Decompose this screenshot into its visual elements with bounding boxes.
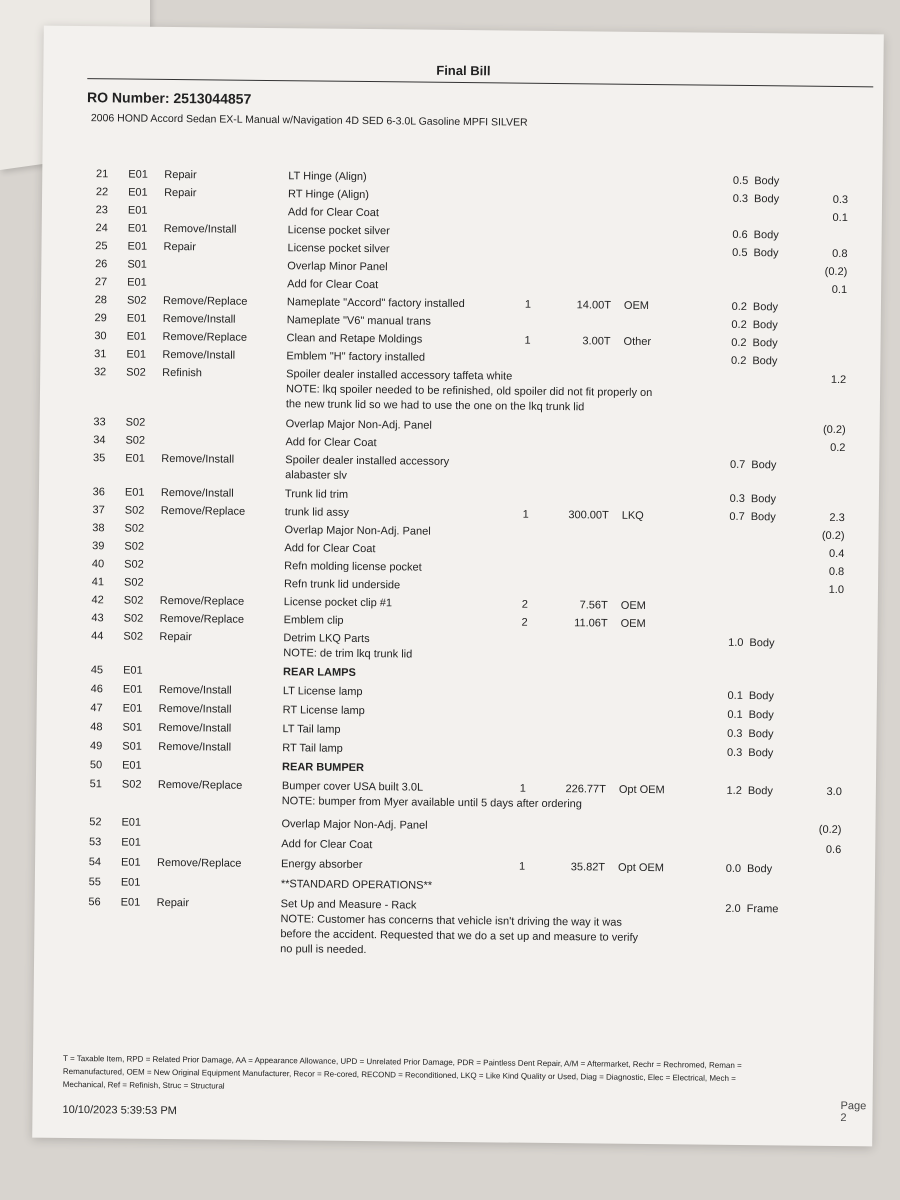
line-description: Refn molding license pocket [284,560,422,574]
line-description: LT Tail lamp [282,723,341,736]
line-number: 54 [88,856,102,869]
labor-hours: 0.3 [726,746,743,759]
line-description: LT Hinge (Align) [288,170,367,184]
abbreviation-legend [63,1052,843,1099]
line-note [282,794,582,812]
labor-type: Body [746,863,773,876]
paint-hours: 1.2 [830,373,847,387]
labor-type: Body [753,229,779,242]
operation-code: E01 [124,486,145,499]
line-description: RT Tail lamp [282,742,343,755]
vehicle-description: 2006 HOND Accord Sedan EX-L Manual w/Navigation 4D SED 6-3.0L Gasoline MPFI SILVER [90,112,528,129]
part-price [552,353,610,354]
line-description: Bumper cover USA built 3.0L [281,780,424,794]
part-price [547,901,605,902]
line-number: 56 [88,896,101,909]
line-number: 39 [92,540,105,553]
note-line: before the accident. Requested that we do a set up and measure to verify [280,928,639,944]
line-item-row [41,294,881,314]
operation-code: E01 [120,896,141,909]
line-note [285,468,347,484]
line-item-row [41,276,881,297]
operation-type: Remove/Install [158,721,232,735]
page-number: Page 2 [840,1100,867,1125]
line-number: 51 [89,778,102,791]
operation-type: Remove/Install [158,702,232,716]
operation-code: S02 [124,558,144,571]
line-number: 21 [95,168,109,181]
line-note [283,646,412,662]
line-description: Overlap Major Non-Adj. Panel [284,524,431,538]
paint-hours: 0.1 [832,211,848,225]
part-price [549,688,607,689]
line-description: Detrim LKQ Parts [283,632,370,646]
line-number: 33 [93,416,106,429]
part-price [554,245,612,246]
labor-hours: 0.0 [725,862,742,875]
operation-type: Refinish [162,366,203,380]
operation-code: S01 [127,258,147,271]
line-description: Nameplate "V6" manual trans [286,314,432,328]
labor-type: Body [748,690,775,703]
paint-hours: 1.0 [828,583,845,597]
line-number: 28 [94,294,108,307]
labor-type: Body [754,175,780,188]
operation-code: S02 [124,504,145,517]
part-price: 35.82T [570,861,606,874]
note-line: NOTE: lkq spoiler needed to be refinished, old spoiler did not fit properly on [285,383,653,400]
paint-hours: (0.2) [824,265,848,279]
line-description: Add for Clear Coat [284,542,376,556]
line-description: RT Hinge (Align) [288,188,370,202]
operation-type: Remove/Replace [159,594,245,608]
operation-type: Remove/Replace [157,856,242,870]
labor-type: Body [752,301,779,314]
legend-line: T = Taxable Item, RPD = Related Prior Damage, AA = Appearance Allowance, UPD = Unrelated Prior Damage, PDR = Paintless Dent Repair, A/M = Aftermarket, Rechr = Rechromed, Reman = [62,1053,742,1070]
labor-hours: 0.3 [729,492,745,505]
part-price [551,491,609,492]
part-price: 3.00T [582,335,611,348]
line-item-row [37,721,877,741]
line-description: Add for Clear Coat [281,838,373,852]
labor-type: Body [748,728,774,741]
operation-type: Remove/Install [158,683,232,697]
operation-type: Repair [164,168,197,182]
line-description: License pocket silver [287,224,390,238]
part-price [552,439,610,440]
operation-code: S02 [124,540,145,553]
labor-hours: 0.5 [732,174,749,188]
line-item-row [40,416,880,437]
paint-hours: (0.2) [821,529,845,543]
line-item-row [36,759,876,775]
line-number: 55 [88,876,101,889]
line-description: Nameplate "Accord" factory installed [286,296,465,311]
part-price: 7.56T [579,599,608,612]
operation-code: S02 [125,416,146,429]
labor-hours: 0.3 [732,192,749,206]
line-description: Trunk lid trim [284,488,349,501]
labor-type: Body [752,355,778,368]
line-items [43,130,883,957]
part-price [548,745,606,746]
line-item-row [38,612,878,630]
line-item-row [38,558,878,579]
operation-code: S02 [123,612,144,625]
line-description: RT License lamp [282,704,365,718]
operation-code: E01 [126,330,147,343]
line-number: 40 [91,558,105,571]
print-timestamp: 10/10/2023 5:39:53 PM [62,1103,177,1118]
line-number: 23 [95,204,108,217]
operation-code: E01 [126,348,147,361]
line-number: 37 [92,504,105,517]
operation-code: E01 [121,836,141,849]
line-item-row [36,740,876,760]
labor-type: Body [749,637,775,650]
part-price [548,821,606,822]
operation-code: S02 [126,294,147,307]
line-number: 50 [89,759,103,772]
document-page [32,26,884,1147]
part-price [550,545,608,546]
part-source: Opt OEM [618,783,665,797]
operation-type: Repair [163,240,197,254]
part-price [554,209,612,210]
line-description: **STANDARD OPERATIONS** [280,878,433,892]
labor-type: Body [748,709,774,722]
line-item-row [39,486,879,506]
line-item-row [39,452,879,472]
labor-hours: 0.6 [732,228,748,242]
labor-hours: 1.0 [728,636,744,649]
line-description: Add for Clear Coat [287,206,380,220]
operation-code: S02 [126,366,146,379]
line-number: 35 [93,452,106,465]
line-number: 26 [95,258,108,271]
operation-code: E01 [125,452,145,465]
part-source: LKQ [621,509,644,522]
line-item-row [35,836,875,857]
operation-type: Repair [164,186,197,200]
labor-type: Body [754,193,780,206]
note-line: no pull is needed. [280,943,367,957]
line-item-row [36,816,876,837]
operation-type: Remove/Replace [159,612,245,626]
part-price [549,635,607,636]
operation-code: E01 [123,664,143,677]
line-description: Refn trunk lid underside [283,578,401,592]
line-item-row [38,540,878,561]
line-item-row [37,664,877,679]
part-price [547,841,605,842]
part-price: 14.00T [576,299,612,312]
operation-code: S02 [125,434,146,447]
line-description: Emblem clip [283,614,344,627]
line-description: trunk lid assy [284,506,350,519]
part-price [551,527,609,528]
operation-type: Remove/Install [162,312,236,326]
operation-type: Repair [156,896,190,910]
line-number: 48 [90,721,103,734]
paint-hours: 0.6 [825,843,842,857]
quantity: 2 [521,616,528,629]
part-price [552,421,610,422]
note-line: NOTE: Customer has concerns that vehicle isn't driving the way it was [280,913,622,929]
operation-code: E01 [128,168,148,181]
note-line: NOTE: bumper from Myer available until 5 days after ordering [281,795,582,811]
paint-hours: 0.2 [830,441,846,455]
labor-hours: 0.7 [729,458,746,472]
operation-code: S02 [123,630,144,643]
operation-type: Remove/Install [160,486,234,500]
line-item-row [40,434,880,455]
line-number: 47 [90,702,103,715]
quantity: 1 [518,860,526,873]
paint-hours: 0.8 [828,565,845,579]
labor-hours: 0.2 [731,336,747,350]
labor-hours: 0.2 [731,300,748,314]
line-description: License pocket silver [287,242,390,256]
paint-hours: 0.4 [828,547,845,561]
line-item-row [38,576,878,597]
part-source: OEM [620,599,646,612]
operation-type: Remove/Install [161,452,235,466]
labor-type: Body [748,747,774,760]
paint-hours: 0.3 [832,193,849,207]
part-price [553,317,611,318]
operation-code: E01 [126,312,147,325]
line-number: 53 [88,836,102,849]
line-number: 22 [95,186,109,199]
labor-hours: 0.2 [731,318,747,332]
part-price: 226.77T [565,783,606,796]
line-description: Add for Clear Coat [287,278,379,292]
line-number: 46 [90,683,103,696]
labor-hours: 2.0 [725,902,741,915]
paint-hours: (0.2) [822,423,846,437]
operation-code: E01 [127,276,147,289]
line-number: 45 [90,664,104,677]
operation-type: Repair [159,630,192,644]
operation-code: E01 [121,816,142,829]
line-item-row [35,876,875,892]
labor-type: Body [752,337,778,350]
part-price [554,191,612,192]
line-description: Overlap Major Non-Adj. Panel [281,818,428,832]
line-item-row [37,702,877,722]
part-price [550,581,608,582]
labor-hours: 0.2 [731,354,747,368]
line-description: Emblem "H" factory installed [286,350,426,364]
operation-code: E01 [127,222,148,235]
document-title: Final Bill [436,62,491,79]
operation-code: E01 [121,856,141,869]
line-item-row [35,856,875,876]
part-price [554,227,612,228]
part-price [553,281,611,282]
quantity: 1 [522,508,529,521]
operation-code: E01 [128,186,148,199]
line-item-row [38,630,878,650]
line-description: Add for Clear Coat [285,436,377,450]
labor-type: Body [751,459,777,472]
labor-hours: 0.1 [727,708,743,721]
line-number: 52 [89,816,102,829]
labor-hours: 1.2 [726,784,742,797]
line-item-row [42,168,882,188]
note-line: alabaster slv [285,469,347,482]
note-line: NOTE: de trim lkq trunk lid [283,647,413,661]
line-description: Spoiler dealer installed accessory taffeta white [286,368,513,383]
operation-code: S01 [122,721,143,734]
line-item-row [42,222,882,242]
operation-type: Remove/Replace [157,778,243,792]
line-note [280,912,638,961]
labor-type: Body [752,319,778,332]
part-price [550,563,608,564]
part-price [549,669,607,670]
operation-type: Remove/Install [162,348,236,362]
part-source: OEM [620,617,646,630]
line-description: Clean and Retape Moldings [286,332,423,346]
line-number: 42 [91,594,104,607]
line-item-row [36,778,876,799]
line-description: Overlap Major Non-Adj. Panel [285,418,432,432]
labor-hours: 0.3 [727,727,743,740]
labor-type: Body [750,511,776,524]
line-number: 44 [91,630,104,643]
note-line: the new trunk lid so we had to use the one on the lkq trunk lid [285,398,585,414]
line-note [286,382,653,416]
labor-type: Body [747,785,774,798]
part-price [547,881,605,882]
line-number: 38 [92,522,105,535]
part-price [551,457,609,458]
paint-hours: 0.1 [831,283,848,297]
line-description: Overlap Minor Panel [287,260,388,274]
operation-code: E01 [122,702,143,715]
operation-type: Remove/Replace [162,330,248,344]
line-item-row [35,896,875,916]
operation-type: Remove/Install [158,740,232,754]
paint-hours: 0.8 [832,247,848,261]
operation-code: S01 [122,740,142,753]
part-source: Other [623,335,652,349]
labor-hours: 0.7 [729,510,745,523]
part-price: 300.00T [568,509,609,522]
part-price [552,371,610,372]
line-item-row [37,683,877,703]
part-source: Opt OEM [617,861,664,875]
line-number: 27 [94,276,108,289]
part-price: 11.06T [574,617,608,630]
operation-code: E01 [122,683,143,696]
operation-code: E01 [120,876,141,889]
line-number: 34 [93,434,106,447]
ro-number: RO Number: 2513044857 [87,89,252,107]
quantity: 2 [521,598,528,611]
part-source: OEM [623,299,650,312]
labor-type: Frame [746,903,779,916]
labor-hours: 0.1 [727,689,743,702]
labor-hours: 0.5 [732,246,748,260]
legend-line: Mechanical, Ref = Refinish, Struc = Structural [62,1079,225,1091]
line-item-row [38,594,878,612]
line-description: Energy absorber [281,858,363,872]
operation-type: Remove/Install [163,222,237,236]
line-description: License pocket clip #1 [283,596,393,610]
line-description: LT License lamp [282,685,363,699]
operation-type: Remove/Replace [162,294,248,308]
paint-hours: 3.0 [826,785,842,799]
operation-type: Remove/Replace [160,504,246,518]
quantity: 1 [524,334,531,347]
quantity: 1 [519,782,527,795]
operation-code: S02 [123,594,144,607]
legend-line: Remanufactured, OEM = New Original Equipment Manufacturer, Recor = Re-cored, RECOND = Reconditioned, LKQ = Like Kind Quality or Used, Diag = Diagnostic, Elec = Electrical, Mech = [62,1066,736,1083]
line-number: 36 [92,486,106,499]
operation-code: E01 [127,204,148,217]
operation-code: S02 [124,522,145,535]
part-price [549,707,607,708]
line-description: REAR BUMPER [282,761,365,775]
paint-hours: (0.2) [818,823,842,837]
line-description: Spoiler dealer installed accessory [285,454,450,468]
line-number: 30 [94,330,107,343]
paint-hours: 2.3 [829,511,845,525]
operation-code: E01 [122,759,142,772]
line-number: 32 [93,366,107,379]
line-number: 31 [94,348,107,361]
line-number: 24 [95,222,108,235]
part-price [554,173,612,174]
operation-code: S02 [123,576,144,589]
quantity: 1 [524,298,532,311]
line-number: 25 [95,240,108,253]
line-description: Set Up and Measure - Rack [280,898,417,912]
part-price [549,726,607,727]
line-number: 49 [89,740,103,753]
part-price [548,764,606,765]
labor-type: Body [750,493,777,506]
line-number: 29 [94,312,107,325]
operation-code: E01 [127,240,148,253]
operation-code: S02 [121,778,142,791]
line-description: REAR LAMPS [283,666,356,679]
line-number: 41 [91,576,105,589]
labor-type: Body [753,247,779,260]
line-number: 43 [91,612,104,625]
part-price [553,263,611,264]
